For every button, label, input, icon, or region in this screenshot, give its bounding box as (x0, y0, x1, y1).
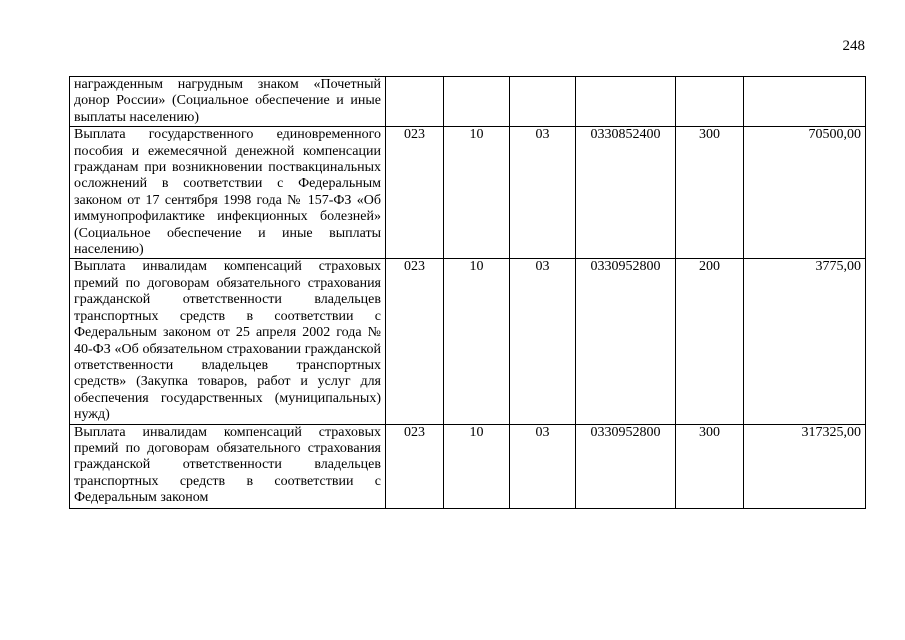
section-code (444, 77, 510, 127)
row-description: Выплата инвалидам компенсаций страховых премий по договорам обязательного страхования гражданской ответственности владельцев транспортных средств в соответствии с Федеральным законом от 25 апреля 2002 года № 40-ФЗ «Об обязательном страховании гражданской ответственности владельцев транспортных средств» (Закупка товаров, работ и услуг для обеспечения государственных (муниципальных) нужд) (70, 259, 386, 424)
subsection-code: 03 (510, 424, 576, 508)
target-article-code: 0330952800 (576, 259, 676, 424)
amount: 70500,00 (744, 127, 866, 259)
ministry-code: 023 (386, 259, 444, 424)
row-description: Выплата инвалидам компенсаций страховых премий по договорам обязательного страхования гражданской ответственности владельцев транспортных средств в соответствии с Федеральным законом (70, 424, 386, 508)
row-description: Выплата государственного единовременного пособия и ежемесячной денежной компенсации гражданам при возникновении поствакцинальных осложнений в соответствии с Федеральным законом от 17 сентября 1998 года № 157-ФЗ «Об иммунопрофилактике инфекционных болезней» (Социальное обеспечение и иные выплаты населению) (70, 127, 386, 259)
amount: 317325,00 (744, 424, 866, 508)
subsection-code: 03 (510, 259, 576, 424)
target-article-code (576, 77, 676, 127)
expense-type-code: 300 (676, 127, 744, 259)
ministry-code: 023 (386, 127, 444, 259)
expense-type-code (676, 77, 744, 127)
table-row (70, 424, 866, 508)
expense-type-code: 300 (676, 424, 744, 508)
ministry-code: 023 (386, 424, 444, 508)
table-row (70, 127, 866, 259)
page-number: 248 (842, 38, 865, 54)
amount (744, 77, 866, 127)
target-article-code: 0330952800 (576, 424, 676, 508)
subsection-code: 03 (510, 127, 576, 259)
expense-type-code: 200 (676, 259, 744, 424)
target-article-code: 0330852400 (576, 127, 676, 259)
ministry-code (386, 77, 444, 127)
table-row (70, 77, 866, 127)
amount: 3775,00 (744, 259, 866, 424)
section-code: 10 (444, 127, 510, 259)
section-code: 10 (444, 424, 510, 508)
budget-table (69, 76, 866, 509)
subsection-code (510, 77, 576, 127)
row-description: награжденным нагрудным знаком «Почетный донор России» (Социальное обеспечение и иные выплаты населению) (70, 77, 386, 127)
section-code: 10 (444, 259, 510, 424)
table-row (70, 259, 866, 424)
